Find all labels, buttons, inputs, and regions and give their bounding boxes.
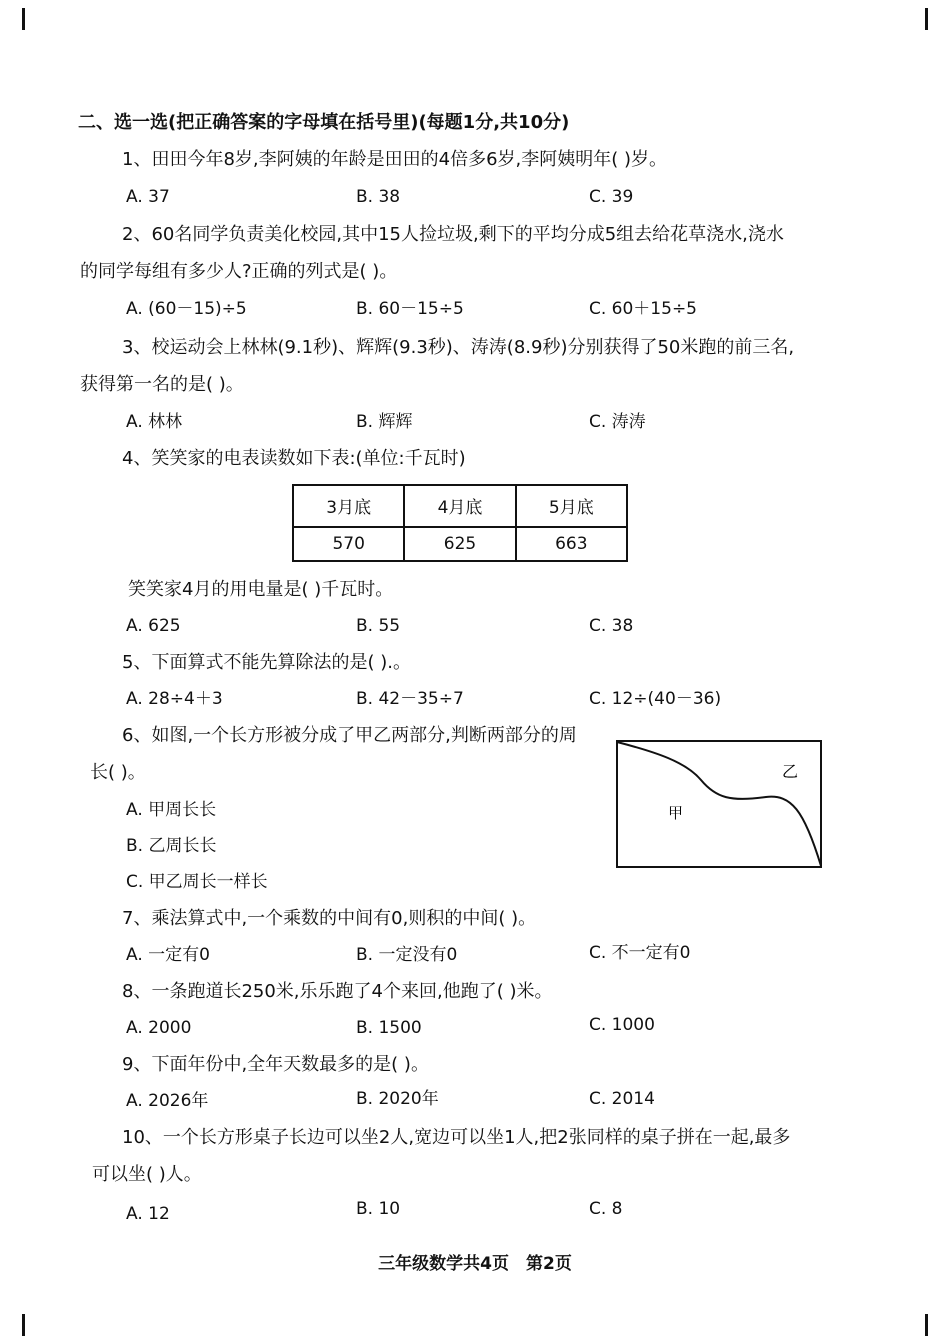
q4-question: 笑笑家4月的用电量是( )千瓦时。 (128, 579, 394, 600)
corner-mark-bottom-left (22, 1314, 25, 1336)
q6-option-a[interactable]: A. 甲周长长 (126, 800, 217, 820)
q10-line1: 10、一个长方形桌子长边可以坐2人,宽边可以坐1人,把2张同样的桌子拼在一起,最多 (122, 1127, 791, 1148)
q5-text: 5、下面算式不能先算除法的是( ).。 (122, 652, 411, 673)
label-yi: 乙 (782, 762, 799, 781)
q2-option-c[interactable]: C. 60＋15÷5 (589, 299, 698, 319)
corner-mark-top-right (925, 8, 928, 30)
q10-line2: 可以坐( )人。 (92, 1164, 202, 1185)
q9-text: 9、下面年份中,全年天数最多的是( )。 (122, 1054, 429, 1075)
table-header-march: 3月底 (293, 485, 404, 527)
q6-line1: 6、如图,一个长方形被分成了甲乙两部分,判断两部分的周 (122, 725, 577, 746)
q3-option-a[interactable]: A. 林林 (126, 412, 183, 432)
q9-option-b[interactable]: B. 2020年 (356, 1089, 439, 1109)
label-jia: 甲 (668, 804, 684, 822)
q3-option-b[interactable]: B. 辉辉 (356, 412, 413, 432)
q2-line1: 2、60名同学负责美化校园,其中15人捡垃圾,剩下的平均分成5组去给花草浇水,浇水 (122, 224, 784, 245)
section-title: 二、选一选(把正确答案的字母填在括号里)(每题1分,共10分) (78, 112, 570, 133)
q2-option-a[interactable]: A. (60－15)÷5 (126, 299, 247, 319)
q7-text: 7、乘法算式中,一个乘数的中间有0,则积的中间( )。 (122, 908, 537, 929)
q8-option-b[interactable]: B. 1500 (356, 1018, 422, 1038)
q3-option-c[interactable]: C. 涛涛 (589, 412, 646, 432)
corner-mark-top-left (22, 8, 25, 30)
q8-option-c[interactable]: C. 1000 (589, 1015, 655, 1035)
q9-option-c[interactable]: C. 2014 (589, 1089, 655, 1109)
q10-option-c[interactable]: C. 8 (589, 1199, 623, 1219)
q10-option-a[interactable]: A. 12 (126, 1204, 170, 1224)
q4-option-a[interactable]: A. 625 (126, 616, 181, 636)
q4-option-b[interactable]: B. 55 (356, 616, 401, 636)
q5-option-b[interactable]: B. 42－35÷7 (356, 689, 464, 709)
table-value-march: 570 (293, 527, 404, 561)
electricity-meter-table (292, 484, 628, 562)
corner-mark-bottom-right (925, 1314, 928, 1336)
dividing-curve (617, 742, 821, 866)
q3-line1: 3、校运动会上林林(9.1秒)、辉辉(9.3秒)、涛涛(8.9秒)分别获得了50米跑的前三名, (122, 337, 795, 358)
table-header-may: 5月底 (516, 485, 627, 527)
q7-option-c[interactable]: C. 不一定有0 (589, 943, 691, 963)
q10-option-b[interactable]: B. 10 (356, 1199, 401, 1219)
q1-text: 1、田田今年8岁,李阿姨的年龄是田田的4倍多6岁,李阿姨明年( )岁。 (122, 149, 668, 170)
q1-option-c[interactable]: C. 39 (589, 187, 634, 207)
rectangle-figure (616, 740, 822, 868)
q8-option-a[interactable]: A. 2000 (126, 1018, 192, 1038)
q2-line2: 的同学每组有多少人?正确的列式是( )。 (80, 261, 398, 282)
q7-option-b[interactable]: B. 一定没有0 (356, 945, 458, 965)
page-footer: 三年级数学共4页 第2页 (378, 1254, 572, 1274)
q9-option-a[interactable]: A. 2026年 (126, 1091, 209, 1111)
q2-option-b[interactable]: B. 60－15÷5 (356, 299, 464, 319)
q8-text: 8、一条跑道长250米,乐乐跑了4个来回,他跑了( )米。 (122, 981, 553, 1002)
q4-option-c[interactable]: C. 38 (589, 616, 634, 636)
q5-option-a[interactable]: A. 28÷4＋3 (126, 689, 223, 709)
q6-option-c[interactable]: C. 甲乙周长一样长 (126, 872, 268, 892)
q6-line2: 长( )。 (90, 762, 146, 783)
table-value-april: 625 (404, 527, 515, 561)
q7-option-a[interactable]: A. 一定有0 (126, 945, 210, 965)
table-value-may: 663 (516, 527, 627, 561)
q3-line2: 获得第一名的是( )。 (80, 374, 244, 395)
q6-option-b[interactable]: B. 乙周长长 (126, 836, 217, 856)
q1-option-b[interactable]: B. 38 (356, 187, 401, 207)
q4-text: 4、笑笑家的电表读数如下表:(单位:千瓦时) (122, 448, 466, 469)
q5-option-c[interactable]: C. 12÷(40－36) (589, 689, 722, 709)
table-header-april: 4月底 (404, 485, 515, 527)
q1-option-a[interactable]: A. 37 (126, 187, 170, 207)
